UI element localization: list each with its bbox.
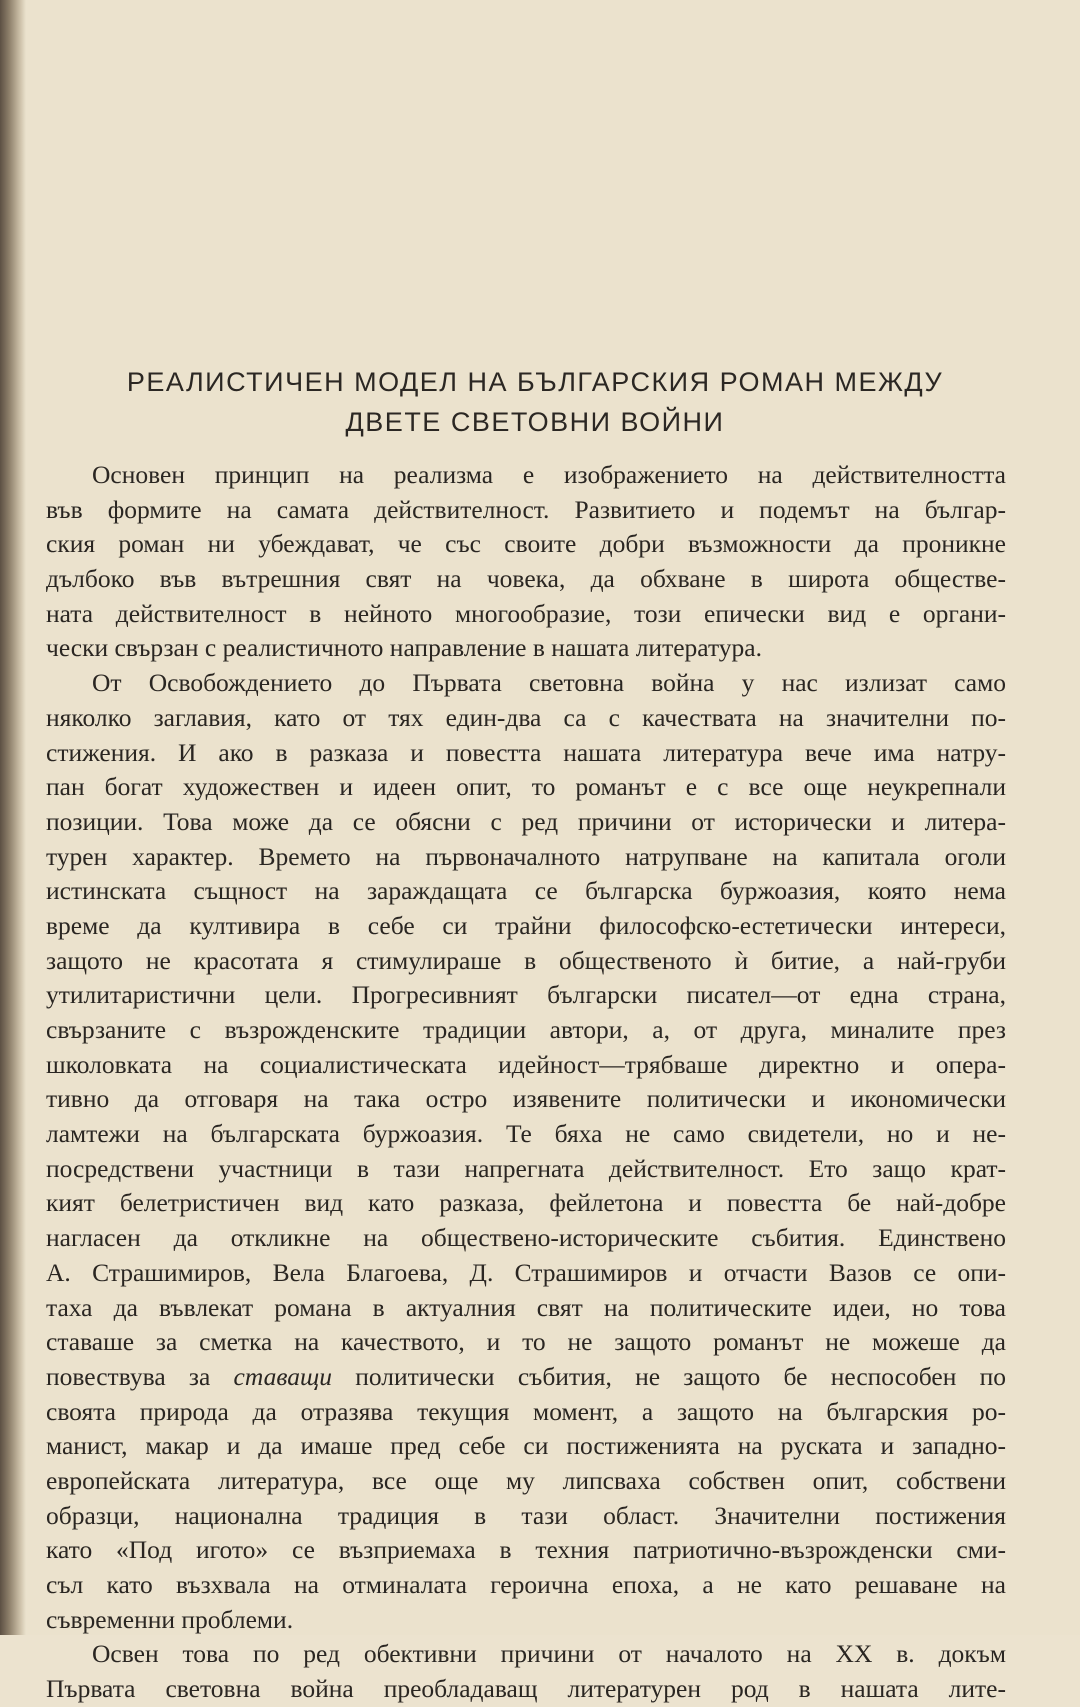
text-line: във формите на самата действителност. Развитието и подемът на българ- bbox=[46, 494, 1006, 524]
text-line: Основен принцип на реализма е изображението на действителността bbox=[92, 460, 1006, 489]
text-line: таха да въвлекат романа в актуалния свят на политическите идеи, но това bbox=[46, 1292, 1006, 1322]
text-line: ламтежи на българската буржоазия. Те бяха не само свидетели, но и не- bbox=[46, 1119, 1006, 1149]
chapter-title bbox=[30, 362, 1040, 442]
text-line: Освен това по ред обективни причини от началото на XX в. докъм bbox=[92, 1639, 1006, 1669]
text-line: защото не красотата я стимулираше в общественото ѝ битие, а най-груби bbox=[46, 945, 1006, 975]
text-line: кият белетристичен вид като разказа, фейлетона и повестта бе най-добре bbox=[46, 1188, 1006, 1218]
text-line: дълбоко във вътрешния свят на човека, да обхване в широта обществе- bbox=[46, 564, 1006, 594]
text-line: манист, макар и да имаше пред себе си постиженията на руската и западно- bbox=[46, 1431, 1006, 1461]
text-line: тивно да отговаря на така остро изявените политически и икономически bbox=[46, 1084, 1006, 1114]
italic-word: ставащи bbox=[233, 1361, 332, 1391]
text-line: Първата световна война преобладаващ литературен род в нашата лите- bbox=[46, 1674, 1006, 1704]
text-line: посредствени участници в тази напрегната действителност. Ето защо крат- bbox=[46, 1153, 1006, 1183]
text-segment: повествува за bbox=[46, 1361, 234, 1391]
text-line: европейската литература, все още му липсваха собствен опит, собствени bbox=[46, 1465, 1006, 1495]
text-line: пан богат художествен и идеен опит, то романът е с все още неукрепнали bbox=[46, 772, 1006, 802]
text-line: съвременни проблеми. bbox=[46, 1604, 294, 1634]
text-line: съл като възхвала на отминалата героична епоха, а не като решаване на bbox=[46, 1570, 1006, 1599]
text-line: образци, национална традиция в тази област. Значителни постижения bbox=[46, 1500, 1006, 1530]
text-segment: политически събития, не защото бе неспособен по bbox=[331, 1361, 1006, 1391]
text-line: чески свързан с реалистичното направление в нашата литература. bbox=[46, 633, 762, 663]
text-line: свързаните с възрожденските традиции автори, а, от друга, миналите през bbox=[46, 1015, 1006, 1044]
text-line: школовката на социалистическата идейност—трябваше директно и опера- bbox=[46, 1049, 1006, 1079]
text-line: истинската същност на зараждащата се българска буржоазия, която нема bbox=[46, 876, 1006, 906]
text-line-mixed bbox=[46, 1360, 1006, 1395]
text-line: А. Страшимиров, Вела Благоева, Д. Страшимиров и отчасти Вазов се опи- bbox=[46, 1257, 1006, 1287]
text-line: няколко заглавия, като от тях един-два са с качествата на значителни по- bbox=[46, 702, 1006, 732]
text-line: ския роман ни убеждават, че със своите добри възможности да проникне bbox=[46, 529, 1006, 559]
text-line: стижения. И ако в разказа и повестта нашата литература вече има натру- bbox=[46, 737, 1006, 767]
text-line: време да култивира в себе си трайни философско-естетически интереси, bbox=[46, 910, 1006, 940]
text-line: От Освобождението до Първата световна война у нас излизат само bbox=[92, 668, 1006, 698]
text-line: като «Под игото» се възприемаха в техния патриотично-възрожденски сми- bbox=[46, 1535, 1006, 1565]
chapter-title-line-1: РЕАЛИСТИЧЕН МОДЕЛ НА БЪЛГАРСКИЯ РОМАН МЕЖДУ bbox=[126, 367, 944, 397]
text-line: ната действителност в нейното многообразие, този епически вид е органи- bbox=[46, 598, 1006, 628]
text-line: турен характер. Времето на първоначалното натрупване на капитала оголи bbox=[46, 841, 1006, 871]
chapter-title-line-2: ДВЕТЕ СВЕТОВНИ ВОЙНИ bbox=[345, 407, 725, 437]
text-line: позиции. Това може да се обясни с ред причини от исторически и литера- bbox=[46, 806, 1006, 836]
text-line: нагласен да откликне на обществено-историческите събития. Единствено bbox=[46, 1223, 1006, 1253]
text-line: своята природа да отразява текущия момент, а защото на българския ро- bbox=[46, 1396, 1006, 1426]
page-binding-edge bbox=[0, 0, 26, 1635]
text-line: утилитаристични цели. Прогресивният български писател—от една страна, bbox=[46, 980, 1006, 1010]
text-line: ставаше за сметка на качеството, и то не защото романът не можеше да bbox=[46, 1327, 1006, 1357]
body-text bbox=[46, 458, 1006, 1707]
